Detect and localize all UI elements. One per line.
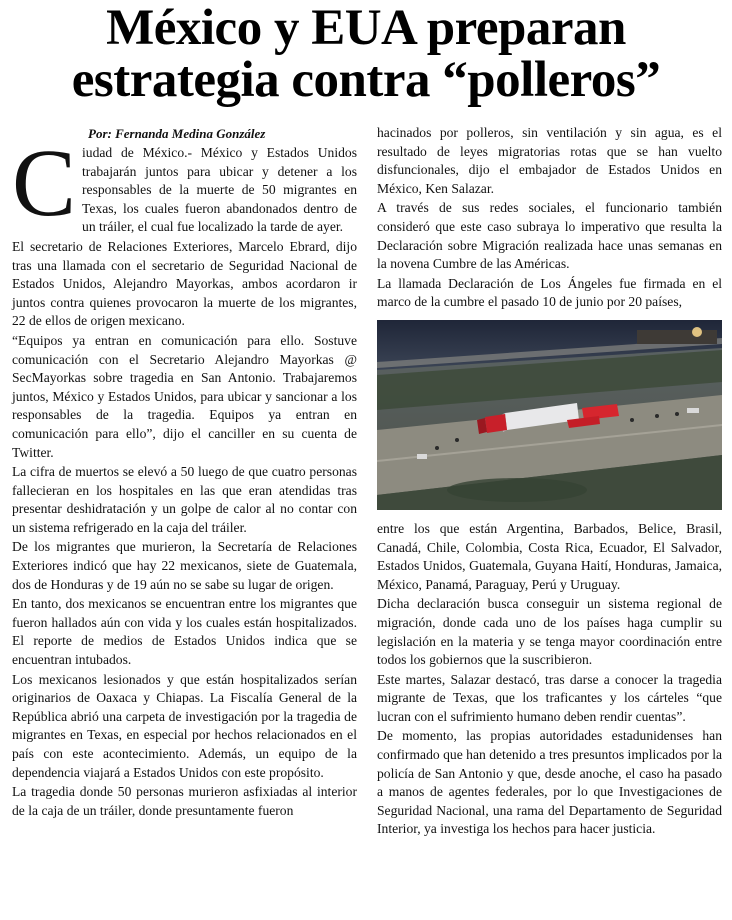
headline: [0, 2, 732, 106]
paragraph: hacinados por polleros, sin ventilación y sin agua, es el resultado de leyes migratorias rotas que se han vuelto disfuncionales, dijo el embajador de Estados Unidos en México, Ken Salazar.: [377, 125, 722, 196]
left-column: [12, 126, 357, 821]
paragraph: entre los que están Argentina, Barbados, Belice, Brasil, Canadá, Chile, Colombia, Costa Rica, Ecuador, El Salvador, Estados Unidos, Guatemala, Guyana Haití, Honduras, Jamaica, México, Panamá, Paraguay, Perú y Uruguay.: [377, 520, 722, 592]
headline-line-2: estrategia contra “polleros”: [71, 52, 661, 108]
paragraph-text: iudad de México.- México y Estados Unidos trabajarán juntos para ubicar y detener a los responsables de la muerte de 50 migrantes en Texas, los cuales fueron abandonados dentro de un tráiler, el cual fue localizado la tarde de ayer.: [82, 145, 357, 235]
paragraph: La llamada Declaración de Los Ángeles fue firmada en el marco de la cumbre el pasado 10 de junio por 20 países,: [377, 275, 722, 310]
paragraph: Dicha declaración busca conseguir un sistema regional de migración, donde cada uno de los países haga cumplir su legislación en la materia y se tenga mayor coordinación entre todos los gobiernos que la suscribieron.: [377, 596, 722, 668]
headline-line-1: México y EUA preparan: [106, 0, 626, 56]
paragraph: En tanto, dos mexicanos se encuentran entre los migrantes que fueron hallados aún con vida y los cuales están hospitalizados. El reporte de medios de Estados Unidos indica que se encuentran intubados.: [12, 596, 357, 668]
aerial-photo: [377, 320, 722, 510]
paragraph: Los mexicanos lesionados y que están hospitalizados serían originarios de Oaxaca y Chiapas. La Fiscalía General de la República abrió una carpeta de investigación por la tragedia de migrantes en Texas, en especial por hechos relacionados en el país con este acontecimiento. Además, un equipo de la dependencia viajará a Estados Unidos con este propósito.: [12, 671, 357, 780]
paragraph: De los migrantes que murieron, la Secretaría de Relaciones Exteriores indicó que hay 22 mexicanos, siete de Guatemala, dos de Honduras y de 19 aún no se sabe su lugar de origen.: [12, 539, 357, 592]
paragraph: La cifra de muertos se elevó a 50 luego de que cuatro personas fallecieran en los hospitales en las que eran atendidas tras presentar deshidratación y un golpe de calor al no contar con un sistema refrigerado en la caja del tráiler.: [12, 464, 357, 535]
paragraph: El secretario de Relaciones Exteriores, Marcelo Ebrard, dijo tras una llamada con el secretario de Seguridad Nacional de Estados Unidos, Alejandro Mayorkas, ambos acordaron ir juntos contra quienes provocaron la muerte de los migrantes, 22 de ellos de origen mexicano.: [12, 238, 357, 329]
aerial-photo-trailer-scene-icon: [377, 320, 722, 510]
byline: Por: Fernanda Medina González: [88, 126, 266, 141]
paragraph: De momento, las propias autoridades estadunidenses han confirmado que han detenido a tres presuntos implicados por la policía de San Antonio y que, desde anoche, el caso ha pasado a manos de agentes federales, por lo que Investigaciones de Seguridad Nacional, una rama del Departamento de Seguridad Interior, ya investiga los hechos para hacer justicia.: [377, 728, 722, 837]
paragraph: A través de sus redes sociales, el funcionario también consideró que este caso subraya lo imperativo que resulta la Declaración sobre Migración realizada hace unas semanas en la novena Cumbre de las Américas.: [377, 200, 722, 272]
paragraph: “Equipos ya entran en comunicación para ello. Sostuve comunicación con el Secretario Alejandro Mayorkas @ SecMayorkas sobre tragedia en San Antonio. Trabajaremos juntos, México y Estados Unidos, para ubicar y sancionar a los responsables de la tragedia. Equipos ya entran en comunicación para ello”, dijo el canciller en su cuenta de Twitter.: [12, 332, 357, 460]
paragraph: Este martes, Salazar destacó, tras darse a conocer la tragedia migrante de Texas, que los traficantes y los cárteles “que lucran con el sufrimiento humano deben rendir cuentas”.: [377, 671, 722, 724]
right-column: [377, 124, 722, 840]
paragraph: La tragedia donde 50 personas murieron asfixiadas al interior de la caja de un tráiler, donde presuntamente fueron: [12, 784, 357, 818]
drop-cap: C: [12, 129, 77, 236]
